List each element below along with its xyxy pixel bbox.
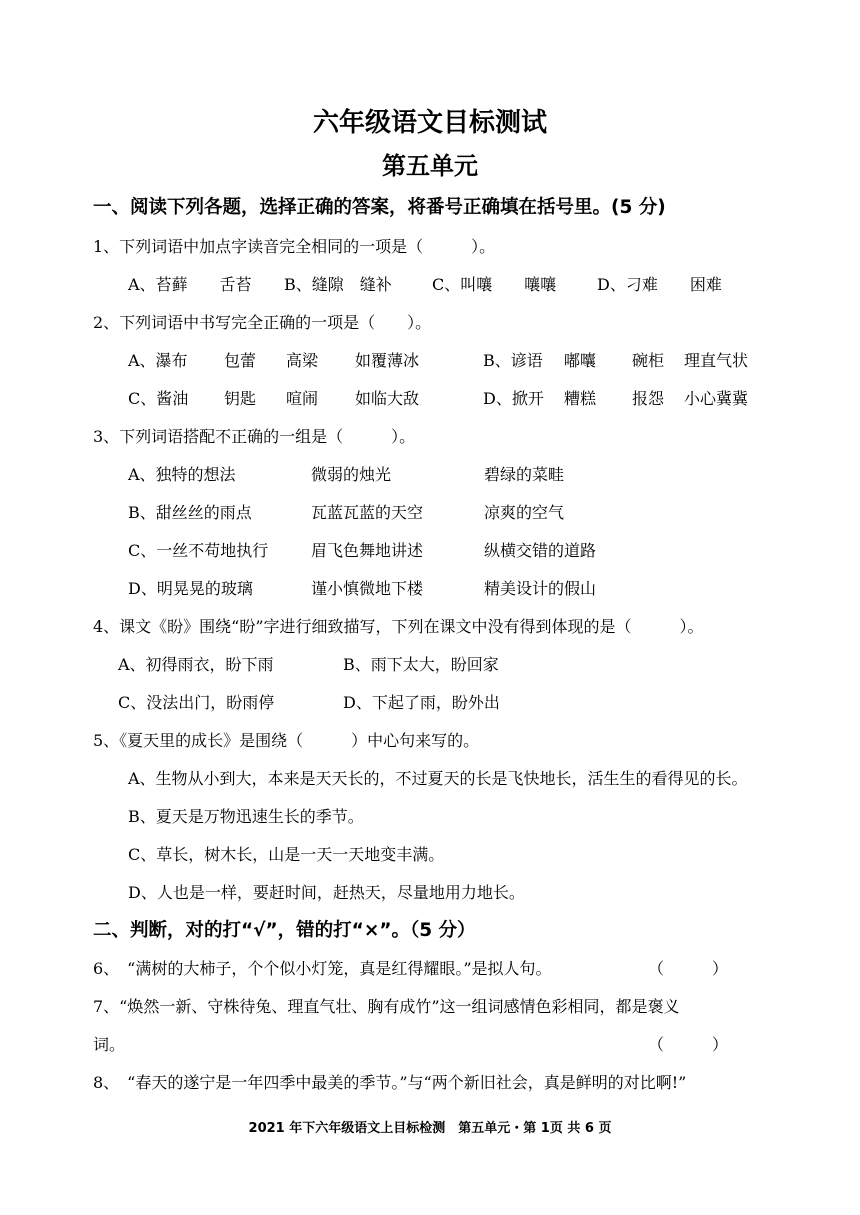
q3-b-col-2: 瓦蓝瓦蓝的天空 xyxy=(311,503,424,522)
q3-d-col-2: 谨小慎微地下楼 xyxy=(311,579,424,598)
q3-d-col-3: 精美设计的假山 xyxy=(484,579,597,598)
question-1-stem: 1、下列词语中加点字读音完全相同的一项是（ ）。 xyxy=(93,237,496,256)
q2-a-word-4: 如覆薄冰 xyxy=(355,351,420,370)
page-title: 六年级语文目标测试 xyxy=(312,108,547,138)
q2-a-word-1: A、瀑布 xyxy=(128,351,188,370)
q1-option-a: A、苔藓 舌苔 xyxy=(128,275,252,294)
q3-b-col-3: 凉爽的空气 xyxy=(484,503,565,522)
q3-d-col-1: D、明晃晃的玻璃 xyxy=(128,579,253,598)
q7-answer-paren: （ ） xyxy=(648,1035,729,1054)
q2-b-word-3: 碗柜 xyxy=(632,351,665,370)
question-8-text: 8、 “春天的遂宁是一年四季中最美的季节。”与“两个新旧社会，真是鲜明的对比啊!” xyxy=(93,1073,687,1092)
q2-c-word-4: 如临大敌 xyxy=(355,389,420,408)
q5-option-c: C、草长，树木长，山是一天一天地变丰满。 xyxy=(128,845,445,864)
q5-option-a: A、生物从小到大，本来是天天长的，不过夏天的长是飞快地长，活生生的看得见的长。 xyxy=(128,769,748,788)
q3-c-col-1: C、一丝不苟地执行 xyxy=(128,541,269,560)
section-2-heading: 二、判断，对的打“√”，错的打“×”。（5 分） xyxy=(93,920,476,941)
question-5-stem: 5、《夏天里的成长》是围绕（ ）中心句来写的。 xyxy=(93,731,480,750)
unit-subtitle: 第五单元 xyxy=(382,152,478,180)
q1-option-c: C、叫嚷 嚷嚷 xyxy=(432,275,557,294)
question-4-stem: 4、课文《盼》围绕“盼”字进行细致描写，下列在课文中没有得到体现的是（ ）。 xyxy=(93,617,704,636)
section-1-heading: 一、阅读下列各题，选择正确的答案，将番号正确填在括号里。(5 分) xyxy=(93,197,666,218)
q2-b-word-2: 嘟囔 xyxy=(564,351,597,370)
q4-option-a: A、初得雨衣，盼下雨 xyxy=(118,655,274,674)
q3-a-col-2: 微弱的烛光 xyxy=(311,465,392,484)
q2-b-word-1: B、谚语 xyxy=(483,351,543,370)
q4-option-b: B、雨下太大，盼回家 xyxy=(343,655,499,674)
q3-c-col-3: 纵横交错的道路 xyxy=(484,541,597,560)
q3-b-col-1: B、甜丝丝的雨点 xyxy=(128,503,252,522)
q2-c-word-3: 喧闹 xyxy=(286,389,319,408)
question-7-line-2: 词。 xyxy=(93,1035,126,1054)
q3-a-col-3: 碧绿的菜畦 xyxy=(484,465,565,484)
q2-c-word-2: 钥匙 xyxy=(224,389,257,408)
question-2-stem: 2、下列词语中书写完全正确的一项是（ ）。 xyxy=(93,313,432,332)
q6-answer-paren: （ ） xyxy=(648,959,729,978)
q2-b-word-4: 理直气状 xyxy=(684,351,749,370)
q2-d-word-3: 报怨 xyxy=(632,389,665,408)
q2-d-word-2: 糟糕 xyxy=(564,389,597,408)
question-7-line-1: 7、“焕然一新、守株待兔、理直气壮、胸有成竹”这一组词感情色彩相同，都是褒义 xyxy=(93,997,680,1016)
q2-a-word-2: 包蕾 xyxy=(224,351,257,370)
q2-c-word-1: C、酱油 xyxy=(128,389,189,408)
q2-a-word-3: 高梁 xyxy=(286,351,319,370)
q2-d-word-4: 小心冀冀 xyxy=(684,389,749,408)
q3-c-col-2: 眉飞色舞地讲述 xyxy=(311,541,424,560)
question-3-stem: 3、下列词语搭配不正确的一组是（ ）。 xyxy=(93,427,416,446)
q5-option-d: D、人也是一样，要赶时间，赶热天，尽量地用力地长。 xyxy=(128,883,525,902)
q1-option-d: D、刁难 困难 xyxy=(597,275,722,294)
page-footer: 2021 年下六年级语文上目标检测 第五单元・第 1页 共 6 页 xyxy=(248,1121,612,1136)
q2-d-word-1: D、掀开 xyxy=(483,389,544,408)
q4-option-c: C、没法出门，盼雨停 xyxy=(118,693,275,712)
q1-option-b: B、缝隙 缝补 xyxy=(284,275,392,294)
question-6-text: 6、 “满树的大柿子，个个似小灯笼，真是红得耀眼。”是拟人句。 xyxy=(93,959,552,978)
q5-option-b: B、夏天是万物迅速生长的季节。 xyxy=(128,807,364,826)
q3-a-col-1: A、独特的想法 xyxy=(128,465,236,484)
q4-option-d: D、下起了雨，盼外出 xyxy=(343,693,500,712)
